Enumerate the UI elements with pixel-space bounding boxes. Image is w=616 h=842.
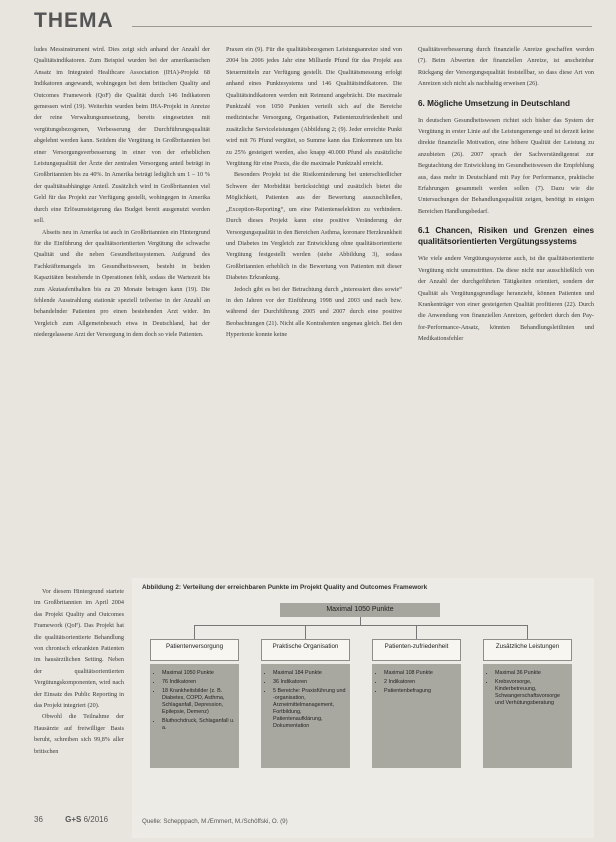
category-box: Patienten-zufriedenheit: [372, 639, 461, 661]
category-box: Zusätzliche Leistungen: [483, 639, 572, 661]
detail-item: • 5 Bereiche: Praxisführung und -organisation, Arzneimittelmanagement, Fortbildung, Patientenaufklärung, Dokumentation: [273, 688, 346, 730]
detail-item: • Maximal 108 Punkte: [384, 670, 457, 677]
paragraph: Obwohl die Teilnahme der Hausärzte auf freiwilliger Basis beruht, schreiben sich 99,8% aller britischen: [34, 713, 124, 755]
detail-item: • 76 Indikatoren: [162, 679, 235, 686]
detail-item: • Bluthochdruck, Schlaganfall u. a.: [162, 718, 235, 732]
connector-line: [194, 625, 527, 626]
detail-item: • 18 Krankheitsbilder (z. B. Diabetes, COPD, Asthma, Schlaganfall, Depression, Epilepsie, Demenz): [162, 688, 235, 716]
article-column-1-continued: [34, 586, 124, 757]
page-footer: [34, 815, 108, 824]
connector-line: [194, 625, 195, 639]
figure-diagram: [132, 578, 594, 838]
issue-number: 6/2016: [83, 815, 109, 824]
category-detail-panel: [261, 664, 350, 768]
header-divider: [132, 26, 592, 27]
connector-line: [527, 625, 528, 639]
section-heading: 6. Mögliche Umsetzung in Deutschland: [418, 98, 570, 108]
paragraph: Wie viele andere Vergütungssysteme auch, ist die qualitätsorientierte Vergütung nicht unumstritten. Da diese nicht nur ausschließlich von der Anzahl der durchgeführten Tätigkeiten orientiert, sondern der Qualität als Vergütungsgrundlage heranzieht, können Patienten und Krankenträger von einer gesteigerten Qualität profitieren (22). Durch die Anwendung von finanziellen Anreizen, gefördert durch den Pay-for-Performance-Ansatz, könnten Behandlungsleitlinien und Medikationsfehler: [418, 255, 594, 343]
subsection-heading: 6.1 Chancen, Risiken und Grenzen eines qualitätsorientierten Vergütungssystems: [418, 226, 594, 247]
category-box: Praktische Organisation: [261, 639, 350, 661]
category-detail-panel: [483, 664, 572, 768]
page-number: 36: [34, 815, 43, 824]
connector-line: [360, 617, 361, 625]
paragraph: In deutschen Gesundheitswesen richtet sich bisher das System der Vergütung in erster Linie auf die Leistungsmenge und ist derzeit keine direkte finanzielle Motivation, eine höhere Qualität der Leistung zu anzubieten (26). 2007 sprach der Sachverständigenrat zur Begutachtung der Entwicklung im Gesundheitswesen die Empfehlung aus, dass mehr in Deutschland mit Pay for Performance, praktische Erfahrungen gesammelt werden sollen (7). Dazu wie die Untersuchungen der Behandlungsqualität zeigen, benötigt in einigen Bereichen Handlungsbedarf.: [418, 116, 594, 215]
category-box: Patientenversorgung: [150, 639, 239, 661]
paragraph: Vor diesem Hintergrund startete im Großbritannien im April 2004 das Projekt Quality and Outcomes Framework (QoF). Das Projekt hat die qualitätsorientierte Behandlung von chronisch erkrankten Patienten im hausärztlichen Setting. Neben der qualitätsorientierten Vergütungskomponenten, wird nach der Einsatz des Public Reporting in das Projekt integriert (20).: [34, 588, 124, 710]
paragraph: Qualitätsverbesserung durch finanzielle Anreize geschaffen werden (7). Beim Abwerten der finanziellen Anreize, ist anscheinbar Rückgang der Versorgungsqualität feststellbar, so dass diese Art von Anreizen sich nicht als nachhaltig erweisen (26).: [418, 46, 594, 88]
figure-source: Quelle: Schepppach, M./Emmert, M./Schöffski, O. (9): [142, 818, 288, 825]
section-title: THEMA: [34, 9, 114, 32]
paragraph: Besonders Projekt ist die Risikominderung bei unterschiedlicher Schwere der Morbidität berücksichtigt und zusätzlich bietet die Möglichkeit, Patienten aus der Bewertung auszuschließen, „Exception-Reporting“, um eine Patientenselektion zu verhindern. Durch dieses Projekt kann eine positive Veränderung der Versorgungsqualität in den Bereichen Asthma, koronare Herzkrankheit und Diabetes im Vergleich zur Entwicklung ohne qualitätsorientierte Vergütung festgestellt werden (siehe Abbildung 3), sodass Großbritannien erheblich in die Bewertung von Patienten mit dieser Diabetes Erkrankung.: [226, 171, 402, 282]
connector-line: [416, 625, 417, 639]
magazine-name: G+S: [65, 815, 82, 824]
article-column-3: [418, 44, 594, 345]
detail-item: • Patientenbefragung: [384, 688, 457, 695]
category-detail-panel: [372, 664, 461, 768]
connector-line: [305, 625, 306, 639]
detail-item: • 36 Indikatoren: [273, 679, 346, 686]
detail-item: • Maximal 1050 Punkte: [162, 670, 235, 677]
detail-item: • Maximal 36 Punkte: [495, 670, 568, 677]
paragraph: ludes Messinstrument wird. Dies zeigt sich anhand der Anzahl der Qualitätsindikatoren. Zum Beispiel wurden bei der amerikanischen Ansatz im Integrated Healthcare Association (IHA)-Projekt 68 Indikatoren angewandt, wohingegen bei dem britischen Quality and Outcomes Framework (QoF) die Qualität durch 146 Indikatoren gemessen wird (19). Weiterhin wurden beim IHA-Projekt in Anreize der reine Verwaltungsumsetzung, bereits eingesetzten mit vergütungsbezogenen, Verbesserung der Durchführungsqualität abgelehnt werden kann. Seitdem die Vergütung in Großbritannien bei einer Versorgungsverbesserung in einer von der erheblichen Leistungsqualität der Ärzte der zentralen Versorgung anteil beträgt in Großbritannien bis zu 40%. In Amerika beträgt lediglich um 1 – 10 % der qualitätsabhängige Anteil. Zusätzlich wird in Großbritannien viel Geld für das Projekt zur Verfügung gestellt, wohingegen in Amerika durch eine Erlösumsteigerung das Budget bereit ausgenutzt werden soll.: [34, 46, 210, 225]
detail-item: • 2 Indikatoren: [384, 679, 457, 686]
article-column-2: [226, 44, 402, 341]
figure-caption: Abbildung 2: Verteilung der erreichbaren Punkte im Projekt Quality and Outcomes Framework: [142, 584, 428, 591]
diagram-root-node: Maximal 1050 Punkte: [280, 603, 440, 617]
paragraph: Abseits neu in Amerika ist auch in Großbritannien ein Hintergrund für die Einführung der qualitätsorientierten Vergütung die schwache Qualität und die neben Gesundheitssystemen. Aufgrund des Fachkräftemangels im Gesundheitswesen, besteht in beiden Kapazitäten bestehende in Operationen fehlt, sodass die Wartezeit bis zum Akutaufenthalten bis zu 20 Monate betragen kann (19). Die fehlende Ausstrahlung stationär speziell teilweise in der Anzahl an behandelnder Patienten pro einen bestehenden Arzt wider. Im Vergleich zum Allgemeinbesuch etwa in Deutschland, hat der niedergelassene Arzt der Versorgung in dem doch so viele Patienten.: [34, 228, 210, 339]
paragraph: Praxen ein (9). Für die qualitätsbezogenen Leistungsanreize sind von 2004 bis 2006 jedes Jahr eine Milliarde Pfund für das Projekt aus Steuermitteln zur Verfügung gestellt. Die Qualitätsmessung erfolgt anhand eines Punktesystems und 146 Qualitätsindikatoren. Die Qualitätsindikatoren werden mit Reimund angebrächt. Die maximale Punktzahl von 1050 Punkten verteilt sich auf die Bereiche medizinische Versorgung, Organisation, Patientenzufriedenheit und zusätzliche Serviceleistungen (Abbildung 2; (9). Jeder erreichte Punkt wird mit 76 Pfund vergütet, so Summe kann das Einkommen um bis zu 25% gesteigert werden, also knapp 40.000 Pfund als zusätzliche Vergütung für eine Praxis, die die maximale Punktzahl erreicht.: [226, 46, 402, 168]
detail-item: • Maximal 184 Punkte: [273, 670, 346, 677]
article-column-1: [34, 44, 210, 341]
paragraph: Jedoch gibt es bei der Betrachtung durch „interessiert dies sowie“ in den Jahren vor der Einführung 1998 und 2003 und nach bzw. während der Durchführung 2005 und 2007 durch eine positive Beobachtungen (21). Nicht alle Kontrahenten ungenau gleich. Bei den Hypertonie konnte keine: [226, 285, 402, 339]
category-detail-panel: [150, 664, 239, 768]
detail-item: • Krebsvorsorge, Kinderbetreuung, Schwangerschaftsvorsorge und Verhütungsberatung: [495, 679, 568, 707]
